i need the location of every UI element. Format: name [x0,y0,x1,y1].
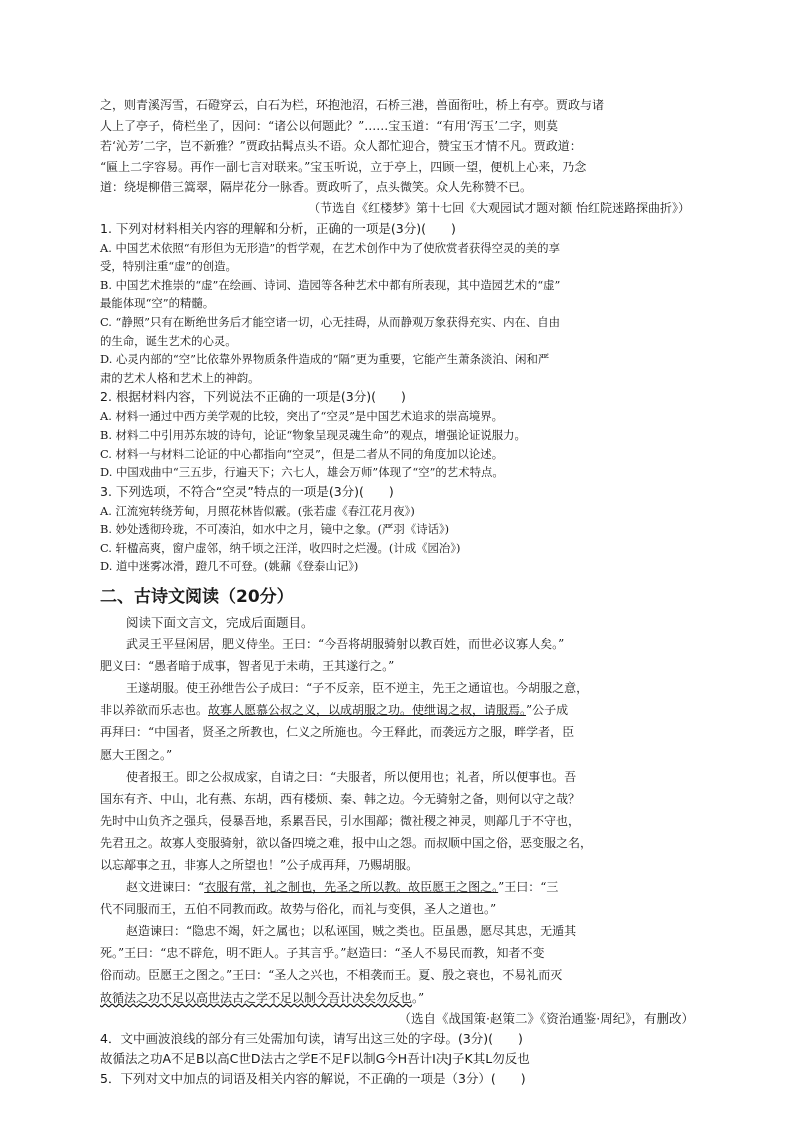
passage-line: “匾上二字容易。再作一副七言对联来。”宝玉听说，立于亭上，四顾一望，便机上心来，乃念 [100,159,587,174]
classical-line [100,699,694,721]
option-c-line1: C. “静照”只有在断绝世务后才能空诸一切，心无挂碍，从而静观万象获得充实、内在、自由 [100,314,561,329]
question-1 [100,219,694,388]
option-d-line1: D. 心灵内部的“空”比依靠外界物质条件造成的“隔”更为重要，它能产生萧条淡泊、闲和严 [100,352,550,367]
option-c: C. 轩楹高爽，窗户虚邻，纳千顷之汪洋，收四时之烂漫。(计成《园冶》) [100,540,461,555]
classical-line: 使者报王。即之公叔成家，自请之曰：“夫服者，所以便用也；礼者，所以便事也。吾 [126,769,577,784]
option-a: A. 材料一通过中西方美学观的比较，突出了“空灵”是中国艺术追求的崇高境界。 [100,409,504,424]
option-a-line1: A. 中国艺术依照“有形但为无形造”的哲学观，在艺术创作中为了使欣赏者获得空灵的美的享 [100,240,560,255]
underlined-sentence: 衣服有常，礼之制也，先圣之所以教。故臣愿王之图之。 [204,880,499,895]
passage-line: 人上了亭子，倚栏坐了，因问：“诸公以何题此？”……宝玉道：“有用‘泻玉’二字，则莫 [100,118,559,133]
option-d: D. 中国戏曲中“三五步，行遍天下；六七人，雄会万师”体现了“空”的艺术特点。 [100,465,504,480]
option-b-line2: 最能体现“空”的精髓。 [100,296,215,311]
classical-line: 愿大王图之。” [100,747,173,762]
punctuation-answer-line: 故循法之功A不足B以高C世D法古之学E不足F以制G今H吾计I决J子K其L勿反也 [100,1050,530,1066]
text-run: 。” [412,990,425,1005]
classical-line: 赵造谏曰：“隐忠不竭，奸之属也；以私诬国，贼之类也。臣虽愚，愿尽其忠，无遁其 [126,924,577,939]
section-heading: 二、古诗文阅读（20分） [100,587,294,608]
classical-line: 武灵王平昼闲居，肥义侍坐。王曰：“今吾将胡服骑射以教百姓，而世必议寡人矣。” [126,637,565,652]
passage-line: 道：绕堤柳借三篙翠，隔岸花分一脉香。贾政听了，点头微笑。众人先称赞不已。 [100,180,533,195]
classical-line: 死。”王曰：“忠不辟危，明不距人。子其言乎。”赵造曰：“圣人不易民而教，知者不变 [100,946,545,961]
question-2 [100,387,694,481]
passage-excerpt [100,95,694,219]
wavy-underlined-sentence: 故循法之功不足以高世法古之学不足以制今吾计决矣勿反也 [100,990,413,1005]
question-stem: 1. 下列对材料相关内容的理解和分析，正确的一项是(3分)( ) [100,220,456,236]
classical-line [100,987,694,1009]
classical-line: 肥义曰：“愚者暗于成事，智者见于未萌，王其遂行之。” [100,659,395,674]
passage-line: 若‘沁芳’二字，岂不新雅？”贾政拈髯点头不语。众人都忙迎合，赞宝玉才情不凡。贾政道： [100,139,582,154]
text-run: 非以养欲而乐志也。 [100,703,209,718]
question-3 [100,482,694,576]
classical-line: 先君丑之。故寡人变服骑射，欲以备四境之难，报中山之怨。而叔顺中国之俗，恶变服之名， [100,835,593,850]
classical-line: 先时中山负齐之强兵，侵暴吾地，系累吾民，引水围鄗；微社稷之神灵，则鄗几于不守也， [100,813,581,828]
classical-line: 再拜曰：“中国者，贤圣之所教也，仁义之所施也。今王释此，而袭远方之服，畔学者，臣 [100,725,575,740]
classical-line: 俗而动。臣愿王之图之。”王曰：“圣人之兴也，不相袭而王。夏、殷之衰也，不易礼而灭 [100,968,563,983]
question-4 [100,1029,694,1069]
option-b-line1: B. 中国艺术推崇的“虚”在绘画、诗词、造园等各种艺术中都有所表现，其中造园艺术的“虚” [100,277,561,292]
option-c-line2: 的生命，诞生艺术的心灵。 [100,333,237,348]
classical-line: 代不同服而王，五伯不同教而政。故势与俗化，而礼与变俱，圣人之道也。” [100,902,497,917]
option-c: C. 材料一与材料二论证的中心都指向“空灵”，但是二者从不同的角度加以论述。 [100,446,504,461]
question-5 [100,1069,694,1089]
option-a: A. 江流宛转绕芳甸，月照花林皆似霰。(张若虚《春江花月夜》) [100,503,415,518]
option-a-line2: 受，特别注重“虚”的创造。 [100,259,237,274]
text-run: 赵文进谏曰：“ [126,880,205,895]
question-stem: 3. 下列选项，不符合“空灵”特点的一项是(3分)( ) [100,483,394,499]
page-content [100,95,694,1089]
text-run: ”王曰：“三 [498,880,559,895]
classical-source: （选自《战国策·赵策二》《资治通鉴·周纪》，有删改） [398,1010,694,1026]
underlined-sentence: 故寡人愿慕公叔之义，以成胡服之功。使绁谒之叔，请服焉。 [208,703,527,718]
classical-line: 以忘鄗事之丑，非寡人之所望也！”公子成再拜，乃赐胡服。 [100,858,419,872]
question-stem: 4．文中画波浪线的部分有三处需加句读，请写出这三处的字母。(3分)( ) [100,1030,523,1046]
section-instruction: 阅读下面文言文，完成后面题目。 [126,615,314,631]
option-b: B. 材料二中引用苏东坡的诗句，论证“物象呈现灵魂生命”的观点，增强论证说服力。 [100,427,526,442]
classical-line: 王遂胡服。使王孙绁告公子成曰：“子不反亲，臣不逆主，先王之通谊也。今胡服之意， [126,681,589,696]
classical-line [100,876,694,898]
option-d-line2: 肃的艺术人格和艺术上的神韵。 [100,370,260,385]
classical-line: 国东有齐、中山，北有燕、东胡，西有楼烦、秦、韩之边。今无骑射之备，则何以守之哉？ [100,791,581,806]
option-b: B. 妙处透彻玲珑，不可凑泊，如水中之月，镜中之象。(严羽《诗话》) [100,522,450,537]
text-run: ”公子成 [526,703,569,718]
passage-source: （节选自《红楼梦》第十七回《大观园试才题对额 怡红院迷路探曲折》） [308,200,690,215]
question-stem: 5．下列对文中加点的词语及相关内容的解说，不正确的一项是（3分）( ) [100,1070,526,1086]
classical-passage [100,633,694,1029]
question-stem: 2. 根据材料内容，下列说法不正确的一项是(3分)( ) [100,389,406,405]
option-d: D. 道中迷雾冰滑，蹬几不可登。(姚鼐《登泰山记》) [100,559,359,574]
passage-line: 之，则青溪泻雪，石磴穿云，白石为栏，环抱池沼，石桥三港，兽面衔吐，桥上有亭。贾政与诸 [100,98,605,112]
